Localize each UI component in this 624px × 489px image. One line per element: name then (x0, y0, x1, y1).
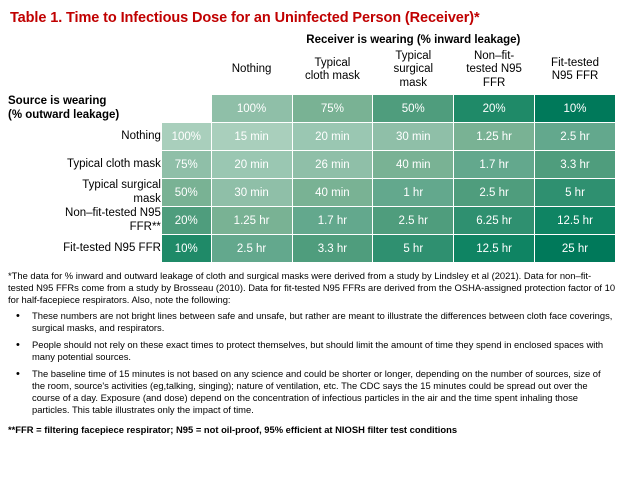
row-leakage-value: 100% (161, 123, 211, 151)
list-item: • The baseline time of 15 minutes is not based on any science and could be shorter or longer, depending on the number of sources, size of the room, source's activities (eg,talking, singing); nature of ventilation, etc. The CDC says the 15 minutes could be spread out over the course of a day. Exposure (and dose) depend on the concentration of infectious particles in the air and the time spent inhaling those particles. This table illustrates only the impact of time. (8, 368, 616, 416)
spacer-cell (8, 46, 161, 95)
spacer-cell (161, 46, 211, 95)
data-cell: 5 hr (535, 179, 616, 207)
row-leakage-value: 75% (161, 151, 211, 179)
note-footnote: **FFR = filtering facepiece respirator; N95 = not oil-proof, 95% efficient at NIOSH filter test conditions (8, 424, 458, 436)
column-header-label: Fit-tested N95 FFR (551, 56, 599, 82)
data-cell: 1.7 hr (292, 207, 373, 235)
row-leakage-value: 50% (161, 179, 211, 207)
note-star: *The data for % inward and outward leakage of cloth and surgical masks were derived from a study by Lindsley et al (2021). Data for non–fit-tested N95 FFRs come from a study by Brosseau (2010). Data for fit-tested N95 FFRs are derived from the OSHA-assigned protection factor of 10 for half-facepiece respirators. Also, note the following: (8, 270, 616, 306)
spacer-cell (8, 34, 161, 46)
table-receiver-header-row (8, 34, 616, 46)
column-header-typical-surgical-mask (373, 46, 454, 95)
data-cell: 1.25 hr (211, 207, 292, 235)
column-leakage-value: 75% (292, 95, 373, 123)
row-header-label: Fit-tested N95 FFR (63, 241, 161, 254)
data-cell: 3.3 hr (292, 235, 373, 263)
data-cell: 20 min (292, 123, 373, 151)
source-header (8, 95, 161, 123)
data-cell: 1.7 hr (454, 151, 535, 179)
data-cell: 25 hr (535, 235, 616, 263)
data-cell: 5 hr (373, 235, 454, 263)
table-row (8, 207, 616, 235)
row-header-label: Nothing (121, 129, 161, 142)
column-header-fit-tested-n95 (535, 46, 616, 95)
column-header-label: Non–fit- tested N95 FFR (466, 50, 522, 89)
data-cell: 26 min (292, 151, 373, 179)
receiver-header: Receiver is wearing (% inward leakage) (306, 34, 521, 46)
data-cell: 1 hr (373, 179, 454, 207)
data-cell: 30 min (373, 123, 454, 151)
page-title: Table 1. Time to Infectious Dose for an Uninfected Person (Receiver)* (10, 10, 480, 26)
source-header-line1: Source is wearing (8, 94, 107, 107)
table-row (8, 151, 616, 179)
data-cell: 2.5 hr (454, 179, 535, 207)
table-leakage-header-row (8, 95, 616, 123)
source-header-line2: (% outward leakage) (8, 108, 120, 121)
data-cell: 2.5 hr (535, 123, 616, 151)
spacer-cell (161, 34, 211, 46)
row-header-label: Non–fit-tested N95 FFR** (65, 207, 161, 233)
column-header-typical-cloth-mask (292, 46, 373, 95)
data-cell: 15 min (211, 123, 292, 151)
column-header-label: Typical cloth mask (304, 56, 360, 82)
column-leakage-value: 50% (373, 95, 454, 123)
spacer-cell (161, 95, 211, 123)
data-cell: 30 min (211, 179, 292, 207)
data-cell: 20 min (211, 151, 292, 179)
time-to-infectious-dose-table (8, 34, 616, 263)
table-column-headers-row (8, 46, 616, 95)
data-cell: 40 min (292, 179, 373, 207)
data-cell: 6.25 hr (454, 207, 535, 235)
notes-bullet-list (8, 310, 616, 416)
data-cell: 12.5 hr (535, 207, 616, 235)
row-header-label: Typical surgical mask (82, 179, 161, 205)
data-cell: 12.5 hr (454, 235, 535, 263)
data-cell: 3.3 hr (535, 151, 616, 179)
data-cell: 2.5 hr (211, 235, 292, 263)
table-row (8, 235, 616, 263)
column-header-nothing (211, 46, 292, 95)
row-leakage-value: 20% (161, 207, 211, 235)
column-leakage-value: 100% (211, 95, 292, 123)
list-item: • These numbers are not bright lines between safe and unsafe, but rather are meant to illustrate the differences between cloth face coverings, surgical masks, and respirators. (8, 310, 616, 334)
data-cell: 40 min (373, 151, 454, 179)
data-cell: 1.25 hr (454, 123, 535, 151)
table-row (8, 123, 616, 151)
column-header-label: Typical surgical mask (393, 50, 434, 89)
table-row (8, 179, 616, 207)
list-item: • People should not rely on these exact times to protect themselves, but should limit the amount of time they spend in enclosed spaces with many potential sources. (8, 339, 616, 363)
notes-section (8, 270, 616, 436)
column-leakage-value: 20% (454, 95, 535, 123)
data-cell: 2.5 hr (373, 207, 454, 235)
row-leakage-value: 10% (161, 235, 211, 263)
column-header-label: Nothing (231, 63, 272, 76)
row-header-label: Typical cloth mask (66, 157, 161, 170)
column-leakage-value: 10% (535, 95, 616, 123)
column-header-non-fit-tested-n95 (454, 46, 535, 95)
